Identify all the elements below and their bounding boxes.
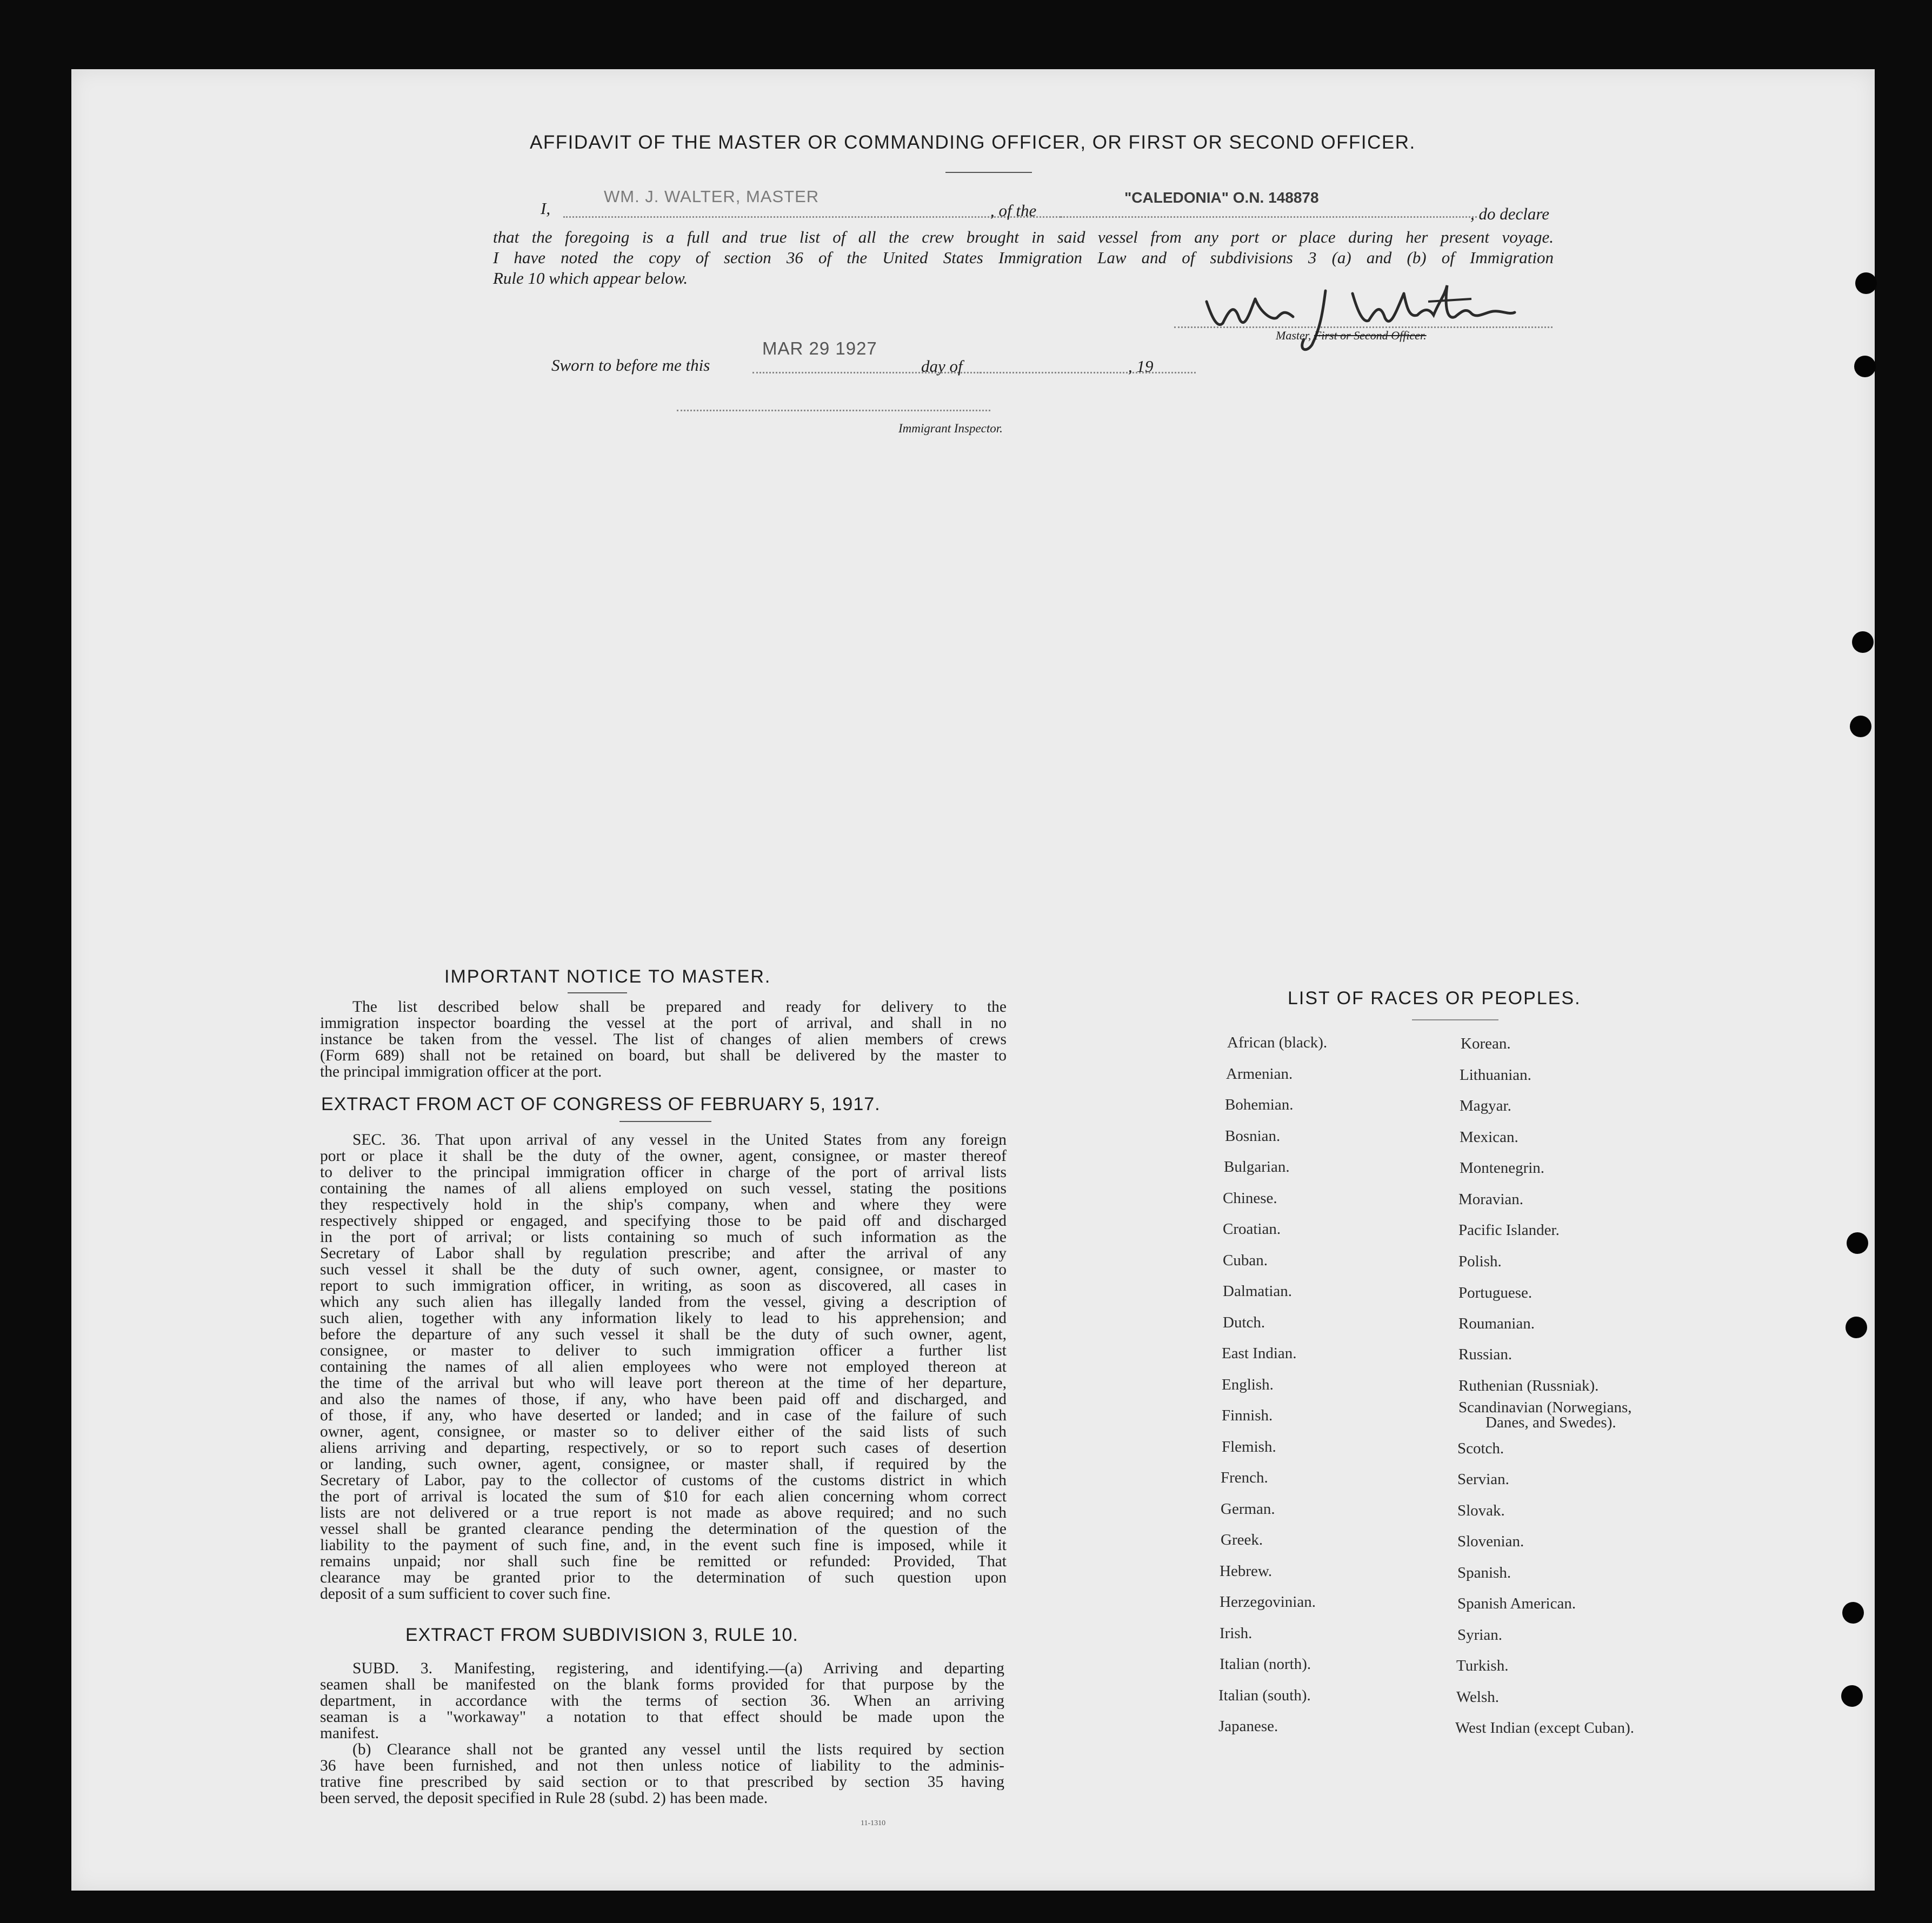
act-line: remains unpaid; nor shall such fine be remitted or refunded: Provided, That (320, 1553, 1007, 1570)
binder-hole (1846, 1317, 1867, 1338)
race-right: Roumanian. (1458, 1315, 1535, 1332)
subdivision-line: 36 have been furnished, and not then unless notice of liability to the adminis- (320, 1758, 1004, 1774)
binder-hole (1847, 1232, 1868, 1254)
subdivision-line: (b) Clearance shall not be granted any vessel until the lists required by section (352, 1741, 1004, 1758)
notice-line: The list described below shall be prepared and ready for delivery to the (352, 999, 1007, 1015)
act-line: consignee, or master to deliver to such immigration officer a further list (320, 1343, 1007, 1359)
act-line: clearance may be granted prior to the determination of such question upon (320, 1570, 1007, 1586)
race-left: Dutch. (1223, 1314, 1265, 1331)
race-left: Armenian. (1226, 1065, 1293, 1083)
signature-caption-struck: First or Second Officer. (1314, 329, 1427, 342)
race-right: Montenegrin. (1460, 1159, 1545, 1177)
master-name-stamp: WM. J. WALTER, MASTER (604, 187, 820, 206)
act-line: vessel shall be granted clearance pending the determination of the question of the (320, 1521, 1007, 1537)
race-left: East Indian. (1222, 1345, 1297, 1362)
race-left: Italian (south). (1218, 1687, 1311, 1704)
race-left: Finnish. (1222, 1407, 1273, 1424)
binder-hole (1854, 356, 1876, 377)
race-left: English. (1222, 1376, 1274, 1393)
races-title: LIST OF RACES OR PEOPLES. (1288, 988, 1581, 1009)
act-line: and also the names of those, if any, who have been paid off and discharged, and (320, 1391, 1007, 1407)
inspector-signature-line (677, 410, 990, 411)
race-left: Dalmatian. (1223, 1283, 1293, 1300)
act-extract-paragraph (320, 1132, 1007, 1602)
race-right: Turkish. (1456, 1657, 1509, 1674)
notice-line: the principal immigration officer at the port. (320, 1064, 602, 1080)
act-line: liability to the payment of such fine, and, in the event such fine is imposed, while it (320, 1537, 1007, 1553)
subdivision-line: seamen shall be manifested on the blank forms provided for that purpose by the (320, 1677, 1004, 1693)
race-right-continuation: Danes, and Swedes). (1485, 1414, 1616, 1431)
declaration-line-2: I have noted the copy of section 36 of the United States Immigration Law and of subdivisions 3 (a) and (b) of Immigration (493, 248, 1554, 267)
race-right: Slovenian. (1457, 1533, 1524, 1550)
race-right: Slovak. (1457, 1502, 1505, 1519)
act-line: lists are not delivered or a true report is not made as above required; and no such (320, 1505, 1007, 1521)
race-right: Mexican. (1460, 1129, 1518, 1146)
vessel-line (1061, 216, 1477, 218)
notice-line: (Form 689) shall not be retained on board, but shall be delivered by the master to (320, 1047, 1007, 1064)
race-left: Irish. (1220, 1625, 1253, 1642)
race-left: Croatian. (1223, 1220, 1281, 1238)
act-line: which any such alien has illegally landed from the vessel, giving a description of (320, 1294, 1007, 1310)
subdivision-line: trative fine prescribed by said section or to that prescribed by section 35 having (320, 1774, 1004, 1790)
title-underline (945, 172, 1032, 173)
act-line: containing the names of all aliens employed on such vessel, stating the positions (320, 1180, 1007, 1197)
subdivision-line: SUBD. 3. Manifesting, registering, and identifying.—(a) Arriving and departing (352, 1660, 1004, 1677)
race-left: Bulgarian. (1224, 1158, 1290, 1176)
race-left: Greek. (1221, 1531, 1263, 1548)
of-the-label: , of the (990, 201, 1037, 220)
act-line: report to such immigration officer, in writing, as soon as discovered, all cases in (320, 1278, 1007, 1294)
inspector-label: Immigrant Inspector. (898, 422, 1003, 435)
do-declare-label: , do declare (1470, 204, 1550, 223)
subdivision-paragraph (320, 1660, 1004, 1806)
act-line: such vessel it shall be the duty of such owner, agent, consignee, or master to (320, 1261, 1007, 1278)
race-left: Hebrew. (1220, 1563, 1273, 1580)
race-right: Ruthenian (Russniak). (1458, 1377, 1599, 1394)
binder-hole (1850, 716, 1871, 737)
binder-hole (1852, 631, 1874, 653)
race-right: Lithuanian. (1460, 1066, 1531, 1084)
act-line: in the port of arrival; or lists containing so much of such information as the (320, 1229, 1007, 1245)
master-name-line (563, 216, 1061, 218)
month-line (980, 372, 1196, 373)
act-line: port or place it shall be the duty of the owner, agent, consignee, or master thereof (320, 1148, 1007, 1164)
act-line: of those, if any, who have deserted or landed; and in case of the failure of such (320, 1407, 1007, 1424)
race-left: Italian (north). (1220, 1655, 1311, 1673)
race-left: Japanese. (1218, 1718, 1278, 1735)
binder-hole (1841, 1685, 1863, 1707)
act-title-underline (619, 1121, 711, 1122)
act-line: SEC. 36. That upon arrival of any vessel in the United States from any foreign (352, 1132, 1007, 1148)
race-right: Welsh. (1456, 1688, 1500, 1706)
act-line: aliens arriving and departing, respectively, or so to report such cases of desertion (320, 1440, 1007, 1456)
date-stamp: MAR 29 1927 (762, 338, 877, 358)
race-left: Cuban. (1223, 1252, 1268, 1269)
i-label: I, (541, 199, 551, 218)
race-left: Chinese. (1223, 1190, 1277, 1207)
subdivision-line: department, in accordance with the terms of section 36. When an arriving (320, 1693, 1004, 1709)
act-line: such alien, together with any information likely to lead to his apprehension; and (320, 1310, 1007, 1326)
form-number: 11-1310 (861, 1819, 886, 1827)
act-line: containing the names of all alien employees who were not employed thereon at (320, 1359, 1007, 1375)
act-line: owner, agent, consignee, or master so to deliver either of the said lists of such (320, 1424, 1007, 1440)
race-right: Portuguese. (1458, 1284, 1533, 1301)
notice-line: instance be taken from the vessel. The list of changes of alien members of crews (320, 1031, 1007, 1047)
race-right: Spanish American. (1457, 1595, 1576, 1612)
signature-caption (1276, 329, 1427, 343)
race-right: Servian. (1457, 1471, 1509, 1488)
master-signature (1190, 269, 1558, 356)
act-line: before the departure of any such vessel it shall be the duty of such owner, agent, (320, 1326, 1007, 1343)
year-label: , 19 (1128, 357, 1154, 376)
subdivision-line: manifest. (320, 1725, 379, 1741)
race-left: French. (1221, 1469, 1268, 1486)
race-right: Russian. (1458, 1346, 1513, 1363)
binder-hole (1855, 272, 1877, 294)
notice-title: IMPORTANT NOTICE TO MASTER. (444, 966, 771, 987)
sworn-label: Sworn to before me this (551, 356, 710, 375)
act-line: to deliver to the principal immigration officer in charge of the port of arrival lists (320, 1164, 1007, 1180)
declaration-line-3: Rule 10 which appear below. (493, 269, 688, 288)
race-left: Flemish. (1222, 1438, 1276, 1455)
act-extract-title: EXTRACT FROM ACT OF CONGRESS OF FEBRUARY 5, 1917. (321, 1094, 881, 1114)
race-right: West Indian (except Cuban). (1455, 1719, 1635, 1737)
subdivision-line: seaman is a "workaway" a notation to that effect should be made upon the (320, 1709, 1004, 1725)
act-line: the time of the arrival but who will leave port thereon at the time of her departure, (320, 1375, 1007, 1391)
race-right: Pacific Islander. (1458, 1221, 1560, 1239)
binder-hole (1842, 1602, 1864, 1624)
notice-paragraph (320, 999, 1007, 1080)
act-line: or landing, such owner, agent, consignee, or master shall, if required by the (320, 1456, 1007, 1472)
race-right: Spanish. (1457, 1564, 1511, 1581)
act-line: they respectively hold in the ship's company, when and where they were (320, 1197, 1007, 1213)
notice-line: immigration inspector boarding the vessel at the port of arrival, and shall in no (320, 1015, 1007, 1031)
act-line: deposit of a sum sufficient to cover such fine. (320, 1586, 611, 1602)
race-right: Scandinavian (Norwegians, (1458, 1399, 1632, 1416)
act-line: respectively shipped or engaged, and specifying those to be paid off and discharged (320, 1213, 1007, 1229)
race-right: Polish. (1458, 1253, 1502, 1270)
subdivision-title: EXTRACT FROM SUBDIVISION 3, RULE 10. (405, 1625, 798, 1645)
declaration-line-1: that the foregoing is a full and true list of all the crew brought in said vessel from any port or place during her present voyage. (493, 228, 1554, 246)
subdivision-line: been served, the deposit specified in Rule 28 (subd. 2) has been made. (320, 1790, 768, 1806)
race-left: Herzegovinian. (1220, 1593, 1316, 1611)
races-title-underline (1412, 1019, 1498, 1020)
act-line: Secretary of Labor, pay to the collector of customs of the customs district in which (320, 1472, 1007, 1488)
day-of-label: day of (921, 357, 963, 376)
race-right: Syrian. (1457, 1626, 1502, 1644)
race-left: German. (1221, 1500, 1275, 1518)
race-right: Korean. (1461, 1035, 1511, 1052)
race-right: Scotch. (1457, 1440, 1504, 1457)
notice-title-underline (568, 992, 627, 993)
affidavit-title: AFFIDAVIT OF THE MASTER OR COMMANDING OFFICER, OR FIRST OR SECOND OFFICER. (530, 132, 1416, 153)
race-right: Moravian. (1458, 1191, 1523, 1208)
race-left: African (black). (1227, 1034, 1328, 1051)
vessel-stamp: "CALEDONIA" O.N. 148878 (1124, 189, 1319, 206)
race-left: Bosnian. (1225, 1127, 1281, 1145)
act-line: Secretary of Labor shall by regulation prescribe; and after the arrival of any (320, 1245, 1007, 1261)
race-left: Bohemian. (1225, 1096, 1294, 1113)
signature-caption-master: Master, (1276, 329, 1311, 342)
act-line: the port of arrival is located the sum of $10 for each alien concerning whom correct (320, 1488, 1007, 1505)
document-page (71, 69, 1875, 1891)
race-right: Magyar. (1460, 1097, 1511, 1114)
